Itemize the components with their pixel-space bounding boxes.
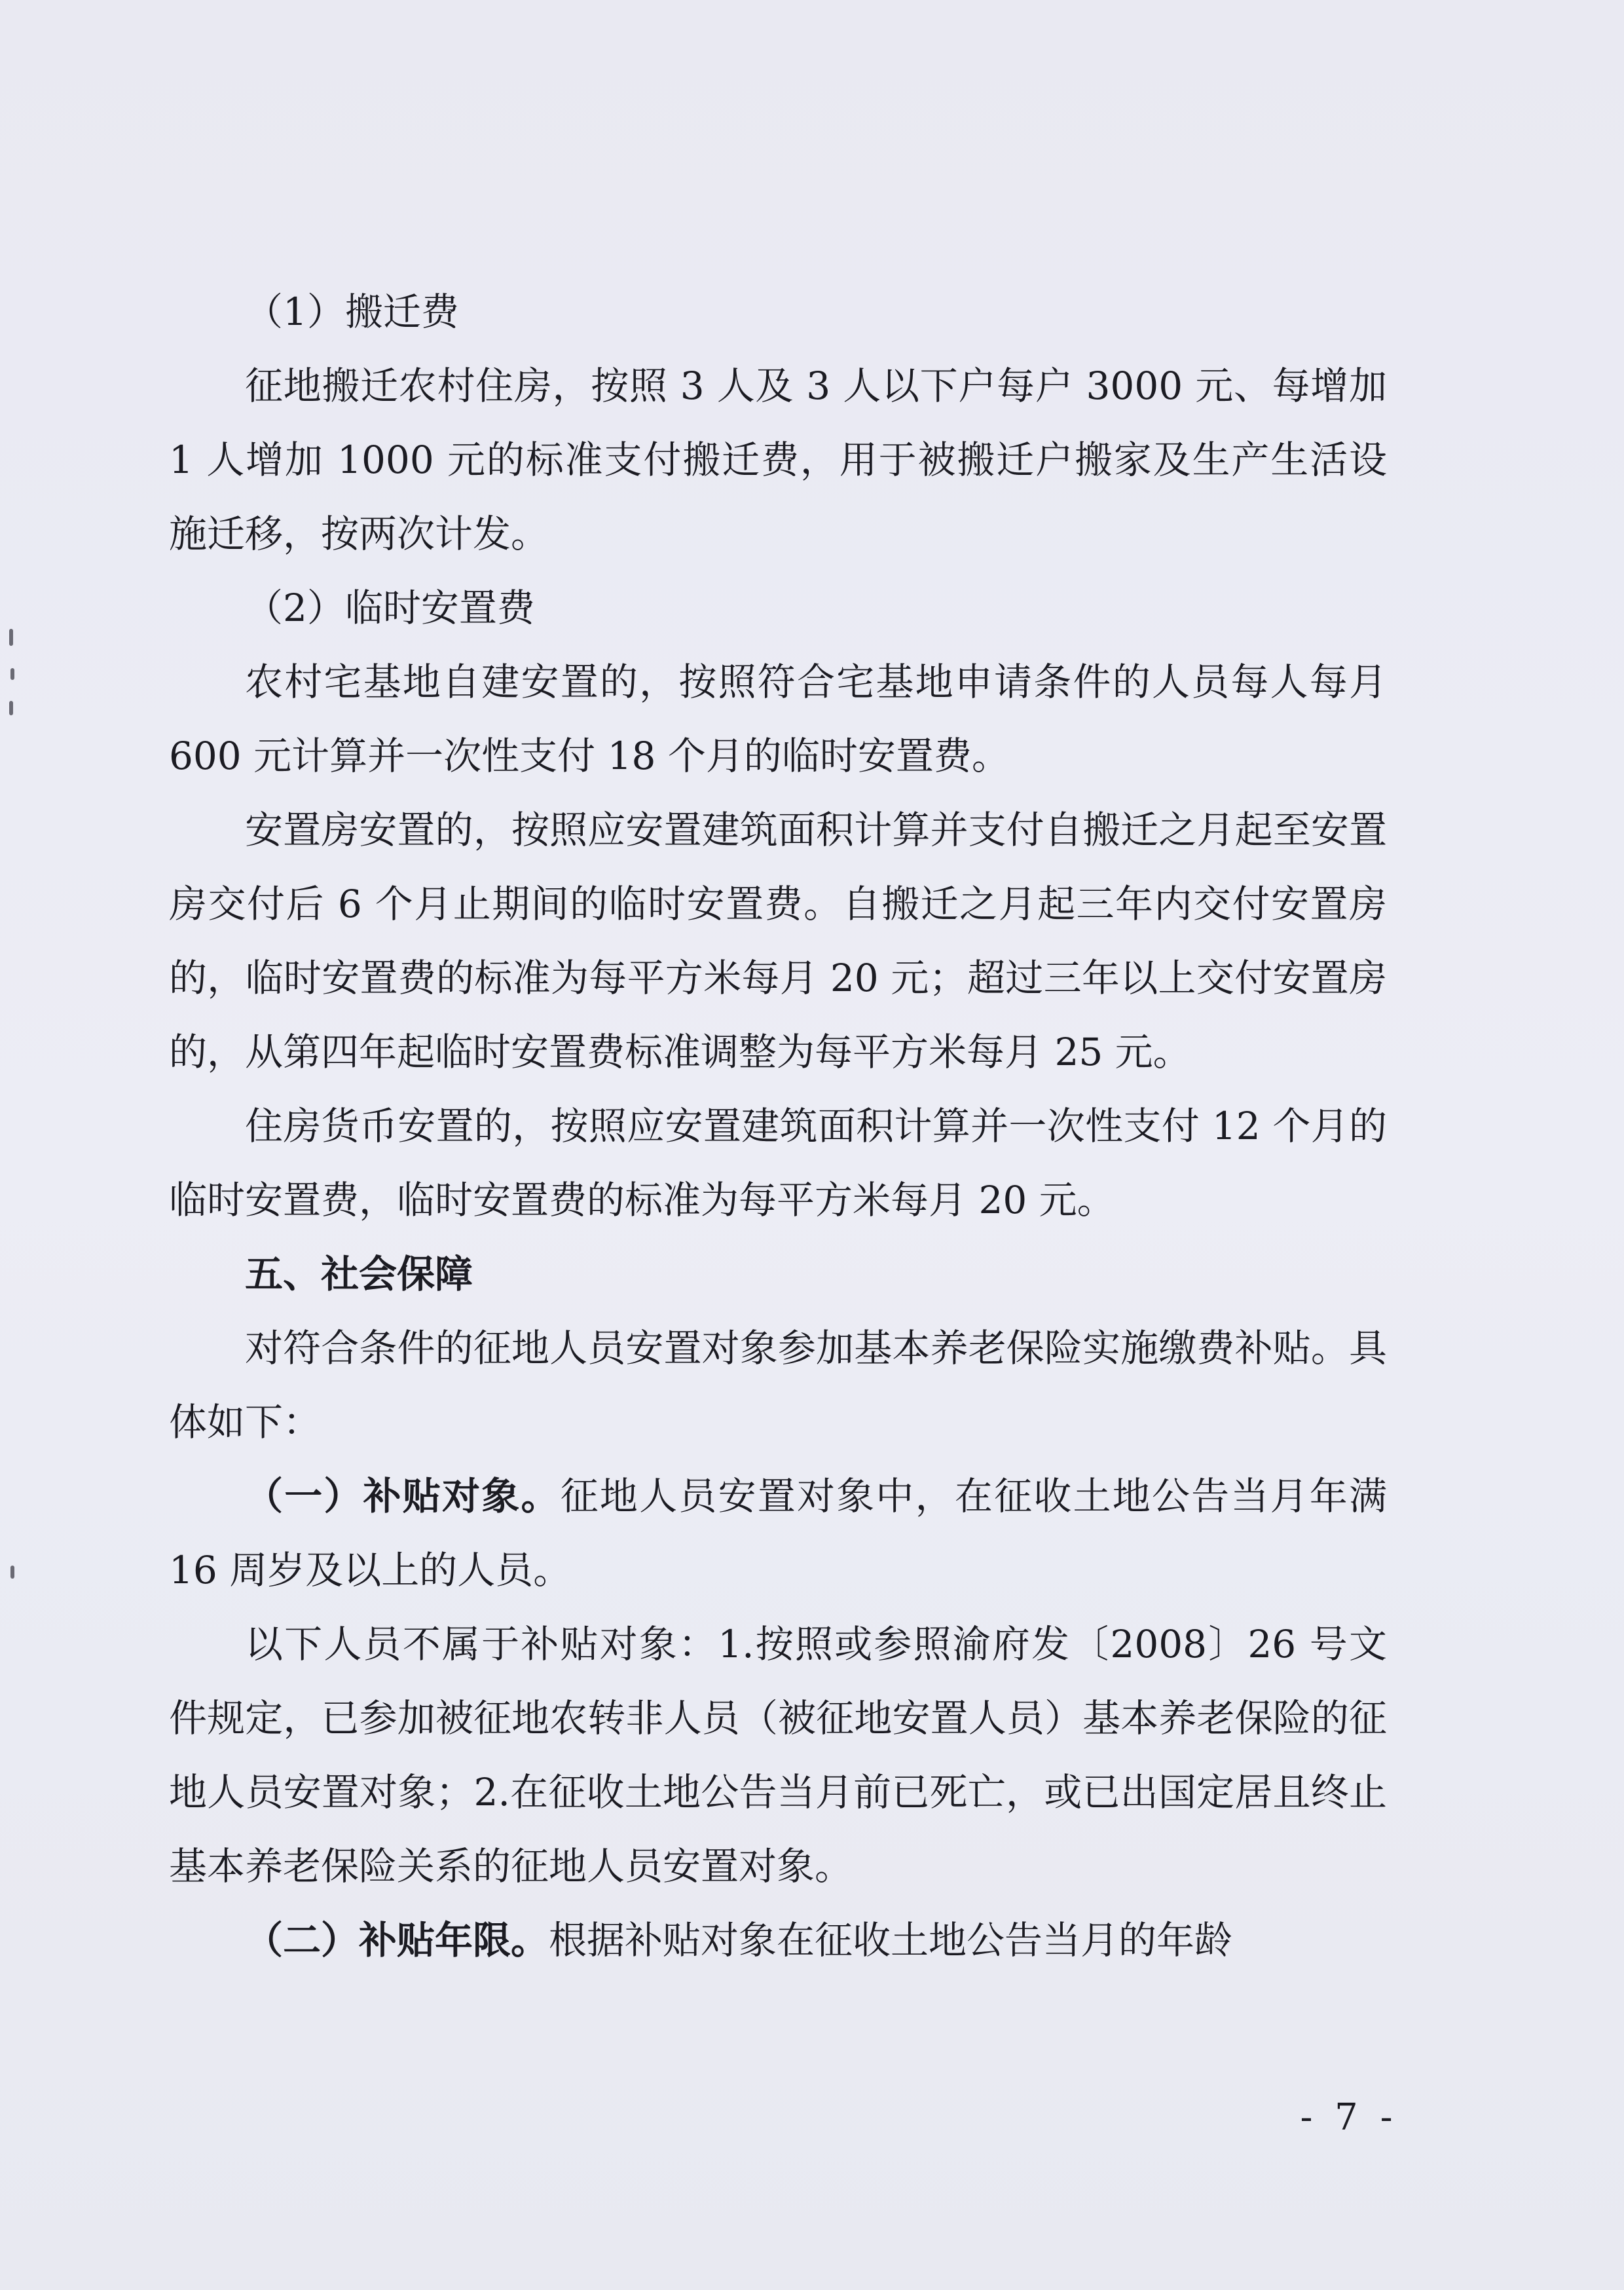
- scan-edge-mark: [10, 668, 14, 680]
- paragraph-monetary-housing: 住房货币安置的，按照应安置建筑面积计算并一次性支付 12 个月的临时安置费，临时安置费的标准为每平方米每月 20 元。: [169, 1104, 1387, 1222]
- body-text: [169, 275, 1387, 1978]
- item-label: （二）补贴年限。: [245, 1918, 549, 1962]
- subheading-relocation-fee: （1）搬迁费: [245, 290, 459, 334]
- paragraph-subsidy-target: [169, 1459, 1387, 1607]
- paragraph-exclusions: 以下人员不属于补贴对象：1.按照或参照渝府发〔2008〕26 号文件规定，已参加被征地农转非人员（被征地安置人员）基本养老保险的征地人员安置对象；2.在征收土地公告当月前已死亡，或已出国定居且终止基本养老保险关系的征地人员安置对象。: [169, 1622, 1387, 1888]
- section-heading-social-security: 五、社会保障: [245, 1252, 473, 1296]
- paragraph-resettlement-housing: 安置房安置的，按照应安置建筑面积计算并支付自搬迁之月起至安置房交付后 6 个月止期间的临时安置费。自搬迁之月起三年内交付安置房的，临时安置费的标准为每平方米每月 20 元；超过三年以上交付安置房的，从第四年起临时安置费标准调整为每平方米每月 25 元。: [169, 808, 1387, 1074]
- subheading-temporary-fee: （2）临时安置费: [245, 586, 535, 630]
- paragraph-relocation-fee: 征地搬迁农村住房，按照 3 人及 3 人以下户每户 3000 元、每增加 1 人增加 1000 元的标准支付搬迁费，用于被搬迁户搬家及生产生活设施迁移，按两次计发。: [169, 364, 1387, 556]
- scan-edge-mark: [10, 1566, 14, 1579]
- item-text: 征地人员安置对象中，在征收土地公告当月年满 16 周岁及以上的人员。: [169, 1474, 1387, 1592]
- paragraph-pension-subsidy: 对符合条件的征地人员安置对象参加基本养老保险实施缴费补贴。具体如下：: [169, 1326, 1387, 1444]
- scan-edge-mark: [9, 629, 13, 646]
- paragraph-subsidy-years: [169, 1904, 1387, 1978]
- paragraph-homestead: 农村宅基地自建安置的，按照符合宅基地申请条件的人员每人每月 600 元计算并一次性支付 18 个月的临时安置费。: [169, 660, 1387, 778]
- item-text: 根据补贴对象在征收土地公告当月的年龄: [549, 1918, 1233, 1962]
- scan-edge-mark: [9, 701, 13, 715]
- item-label: （一）补贴对象。: [245, 1474, 561, 1518]
- page-number: - 7 -: [1300, 2096, 1398, 2139]
